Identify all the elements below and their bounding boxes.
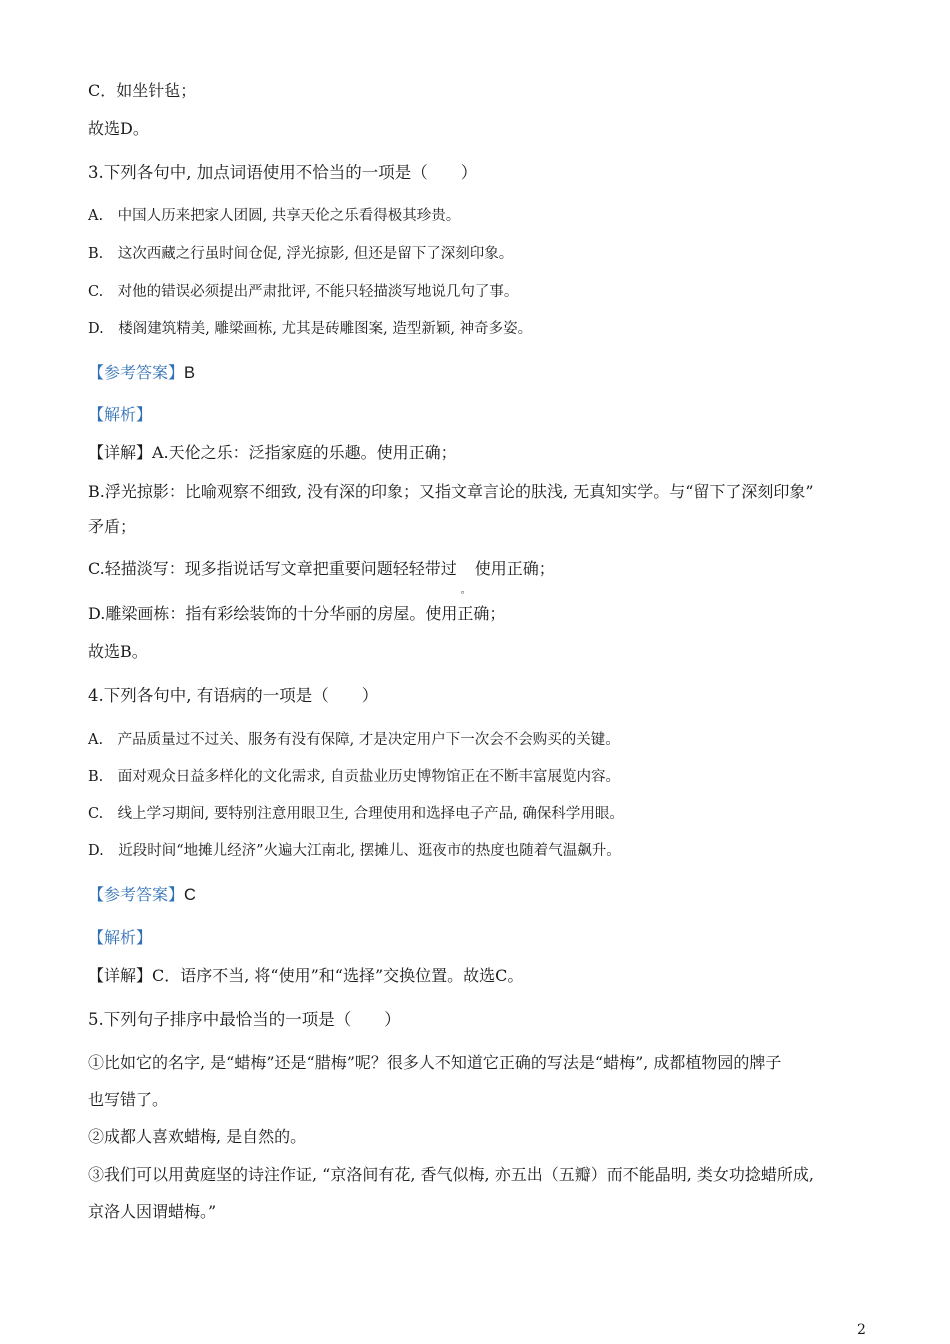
detail-d: D.雕梁画栋：指有彩绘装饰的十分华丽的房屋。使用正确；	[88, 604, 506, 623]
question-5: 5.下列句子排序中最恰当的一项是（ ）	[88, 1010, 401, 1029]
conclusion-prev: 故选D。	[88, 119, 149, 138]
question-4-option-d: D. 近段时间“地摊儿经济”火遍大江南北, 摆摊儿、逛夜市的热度也随着气温飙升。	[88, 843, 621, 859]
answer-label: 【参考答案】	[88, 885, 185, 904]
sentence-3: ③我们可以用黄庭坚的诗注作证, “京洛间有花, 香气似梅, 亦五出（五瓣）而不能晶明, 类女功捻蜡所成,	[88, 1165, 814, 1184]
analysis-label: 【解析】	[88, 928, 153, 947]
detail-c-text: C.轻描淡写：现多指说话写文章把重要问题轻轻带过	[88, 559, 457, 578]
detail-b-cont: 矛盾；	[88, 517, 137, 536]
answer-label: 【参考答案】	[88, 363, 185, 382]
question-3-option-b: B. 这次西藏之行虽时间仓促, 浮光掠影, 但还是留下了深刻印象。	[88, 246, 514, 262]
option-c-prev: C．如坐针毡；	[88, 81, 197, 100]
question-4-option-b: B. 面对观众日益多样化的文化需求, 自贡盐业历史博物馆正在不断丰富展览内容。	[88, 769, 620, 785]
question-4-answer	[88, 884, 196, 906]
question-4-option-c: C. 线上学习期间, 要特别注意用眼卫生, 合理使用和选择电子产品, 确保科学用眼。	[88, 806, 624, 822]
sentence-2: ②成都人喜欢蜡梅, 是自然的。	[88, 1127, 307, 1146]
question-3-option-d: D. 楼阁建筑精美, 雕梁画栋, 尤其是砖雕图案, 造型新颖, 神奇多姿。	[88, 321, 533, 337]
detail-c-period: 。	[460, 585, 471, 596]
detail-b: B.浮光掠影：比喻观察不细致, 没有深的印象；又指文章言论的肤浅, 无真知实学。与“留下了深刻印象”	[88, 482, 814, 501]
analysis-label: 【解析】	[88, 405, 153, 424]
sentence-1-cont: 也写错了。	[88, 1090, 169, 1109]
answer-value: B	[184, 364, 196, 382]
question-3-answer	[88, 362, 195, 384]
sentence-3-cont: 京洛人因谓蜡梅。”	[88, 1202, 217, 1221]
answer-value: C	[184, 886, 196, 904]
detail-a: 【详解】A.天伦之乐：泛指家庭的乐趣。使用正确；	[88, 443, 457, 462]
question-4: 4.下列各句中, 有语病的一项是（ ）	[88, 686, 379, 705]
page-number: 2	[857, 1322, 866, 1338]
sentence-1: ①比如它的名字, 是“蜡梅”还是“腊梅”呢？很多人不知道它正确的写法是“蜡梅”, 成都植物园的牌子	[88, 1053, 782, 1072]
question-3-option-c: C. 对他的错误必须提出严肃批评, 不能只轻描淡写地说几句了事。	[88, 284, 519, 300]
detail-c	[88, 558, 555, 596]
conclusion-3: 故选B。	[88, 642, 148, 661]
question-4-option-a: A. 产品质量过不过关、服务有没有保障, 才是决定用户下一次会不会购买的关键。	[88, 732, 620, 748]
question-3-option-a: A. 中国人历来把家人团圆, 共享天伦之乐看得极其珍贵。	[88, 208, 461, 224]
question-3: 3.下列各句中, 加点词语使用不恰当的一项是（ ）	[88, 163, 478, 182]
detail-c-tail: 使用正确；	[474, 559, 555, 578]
question-4-detail: 【详解】C．语序不当, 将“使用”和“选择”交换位置。故选C。	[88, 966, 524, 985]
